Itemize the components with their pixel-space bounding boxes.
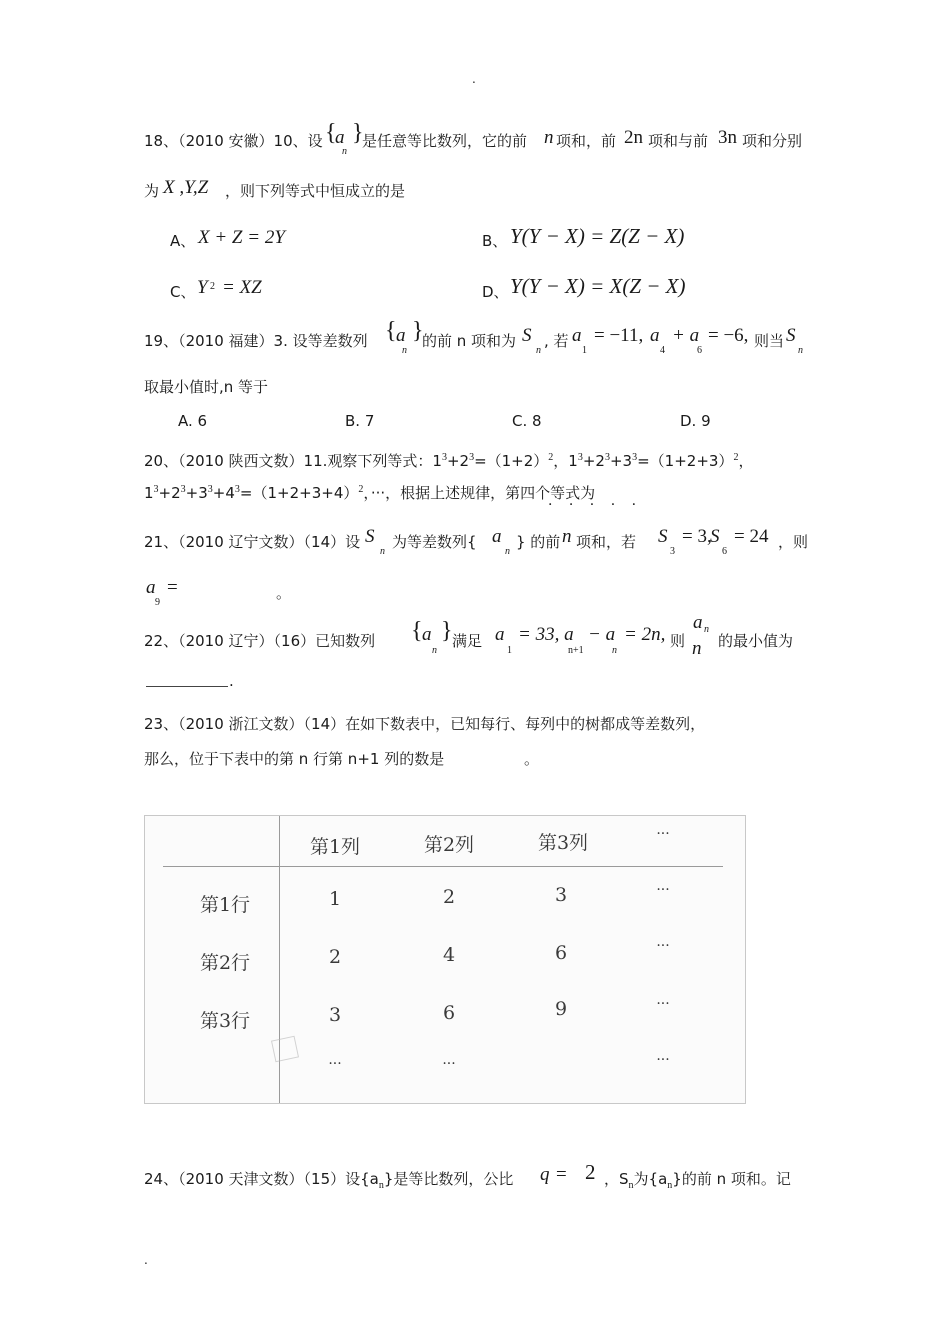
q21-prefix: 21、（2010 辽宁文数）（14）设: [144, 533, 361, 551]
q18-mid3: 项和与前: [648, 132, 709, 150]
q22-brace-close: }: [441, 618, 453, 644]
q20-l1g: =（1+2+3）: [637, 452, 734, 470]
table-cell: 2: [442, 886, 456, 908]
q22-brace-open: {: [411, 618, 423, 644]
q23-end: 。: [524, 750, 540, 768]
q19-option-b: B. 7: [345, 412, 375, 430]
q21-S6-sub: 6: [722, 546, 727, 557]
q21-end: 。: [276, 584, 292, 602]
header-dot: .: [472, 72, 476, 86]
q20-sup: 3: [469, 452, 475, 463]
q22-an-sub: n: [612, 645, 617, 656]
q19-a4-sub: 4: [660, 345, 665, 356]
table-cell: 2: [328, 946, 342, 968]
q24-mid3: 为{a: [633, 1170, 668, 1188]
q19-plus-a6: + a: [672, 325, 700, 346]
q24-mid2: ，S: [604, 1170, 629, 1188]
q21-tail: ，则: [778, 533, 809, 551]
q20-sup: 3: [632, 452, 638, 463]
q19-mid3: 则当: [754, 332, 785, 350]
col-header-ellipsis: ···: [656, 826, 670, 842]
col-header-2: 第2列: [423, 834, 475, 856]
q18-option-c-label: C、: [170, 283, 196, 301]
q20-l1d: ，1: [553, 452, 578, 470]
q21-mid3: 项和，若: [576, 533, 637, 551]
table-header-rule: [163, 866, 723, 867]
q19-line2: 取最小值时,n 等于: [144, 378, 269, 396]
q18-2n: 2n: [624, 127, 643, 148]
q20-sup: 3: [153, 484, 159, 495]
q18-option-b: Y(Y − X) = Z(Z − X): [510, 224, 685, 248]
q21-n: n: [562, 526, 572, 547]
q22-frac-num-sub: n: [704, 624, 709, 635]
q20-l2b: +2: [158, 484, 181, 502]
q22-a: a: [422, 624, 432, 645]
q20-l1c: =（1+2）: [474, 452, 549, 470]
row-label-2: 第2行: [199, 952, 251, 974]
table-cell: ···: [656, 996, 670, 1012]
q18-n: n: [544, 127, 554, 148]
q24-tail: }的前 n 项和。记: [672, 1170, 791, 1188]
q19-a1: a: [572, 325, 582, 346]
q18-3n: 3n: [718, 127, 737, 148]
table-cell: ···: [656, 938, 670, 954]
q24-sub: n: [628, 1180, 634, 1191]
q19-mid2: , 若: [544, 332, 569, 350]
q18-line2-pre: 为: [144, 182, 160, 200]
q19-S2-sub: n: [798, 345, 803, 356]
table-cell: ···: [328, 1056, 342, 1072]
q20-sup: 3: [180, 484, 186, 495]
q18-mid2: 项和，前: [556, 132, 617, 150]
q24-q: q: [540, 1164, 550, 1185]
q23-line2: 那么，位于下表中的第 n 行第 n+1 列的数是: [144, 750, 445, 768]
q19-a6-sub: 6: [697, 345, 702, 356]
table-cell: ···: [656, 1052, 670, 1068]
q22-tail: 的最小值为: [718, 632, 794, 650]
q19-eq2: = −6,: [708, 325, 749, 346]
q20-line1: [144, 450, 753, 471]
q18-option-d-label: D、: [482, 283, 509, 301]
q20-l2d: +4: [212, 484, 235, 502]
q19-S: S: [522, 325, 532, 346]
q21-S: S: [365, 526, 375, 547]
q22-an1-sub: n+1: [568, 645, 584, 656]
q22-a1: a: [495, 624, 505, 645]
q20-l2a: 1: [144, 484, 154, 502]
col-header-3: 第3列: [537, 832, 589, 854]
q19-a4: a: [650, 325, 660, 346]
q20-sup: 2: [358, 484, 364, 495]
q20-sup: 3: [604, 452, 610, 463]
q20-l2c: +3: [185, 484, 208, 502]
q20-l1e: +2: [582, 452, 605, 470]
q24-sub: n: [667, 1180, 673, 1191]
q18-option-a: X + Z = 2Y: [198, 227, 285, 248]
q24-val: 2: [585, 1160, 596, 1184]
q19-option-a: A. 6: [178, 412, 208, 430]
q20-l1f: +3: [609, 452, 633, 470]
table-cell: 6: [442, 1002, 456, 1024]
q22-a1-sub: 1: [507, 645, 512, 656]
q18-mid1: 是任意等比数列，它的前: [362, 132, 528, 150]
q22-end: .: [229, 672, 234, 690]
q22-eq1: = 33, a: [518, 624, 574, 645]
q20-l1a: 20、（2010 陕西文数）11.观察下列等式：1: [144, 452, 442, 470]
q21-a9-sub: 9: [155, 597, 160, 608]
q21-S-sub: n: [380, 546, 385, 557]
q22-frac-num: a: [693, 612, 703, 633]
q24-line: [144, 1168, 513, 1191]
q18-brace-open: {: [325, 120, 337, 146]
q20-line2: [144, 482, 595, 503]
q18-brace-close: }: [352, 120, 364, 146]
footer-dot: .: [144, 1253, 148, 1267]
q20-sup: 3: [234, 484, 240, 495]
q24-sub: n: [378, 1180, 384, 1191]
q21-eq3: =: [167, 577, 178, 598]
number-table: [144, 815, 746, 1104]
q20-sup: 2: [733, 452, 739, 463]
q18-option-c-rest: = XZ: [222, 277, 262, 298]
q18-mid4: 项和分别: [742, 132, 803, 150]
table-cell: 3: [554, 884, 568, 906]
q18-prefix: 18、（2010 安徽）10、设: [144, 132, 323, 150]
q20-sup: 3: [207, 484, 213, 495]
q19-a1-sub: 1: [582, 345, 587, 356]
q24-mid1: }是等比数列，公比: [383, 1170, 514, 1188]
q21-eq2: = 24: [734, 526, 769, 547]
q20-sup: 3: [577, 452, 583, 463]
q24-prefix: 24、（2010 天津文数）（15）设{a: [144, 1170, 379, 1188]
q19-S-sub: n: [536, 345, 541, 356]
q19-eq1: = −11,: [594, 325, 644, 346]
q19-option-c: C. 8: [512, 412, 542, 430]
q22-answer-blank: [146, 670, 228, 687]
table-cell: 3: [328, 1004, 342, 1026]
q24-rest: [604, 1168, 791, 1191]
q19-mid1: 的前 n 项和为: [422, 332, 517, 350]
q21-S6: S: [710, 526, 720, 547]
table-cell: ···: [442, 1056, 456, 1072]
q21-S3-sub: 3: [670, 546, 675, 557]
q20-l2f: ，···，根据上述规律，第四个等式为: [363, 484, 596, 502]
q20-l1b: +2: [446, 452, 470, 470]
q22-prefix: 22、（2010 辽宁）（16）已知数列: [144, 632, 376, 650]
table-cell: ···: [656, 882, 670, 898]
q20-sup: 3: [441, 452, 447, 463]
q18-option-c-y: Y: [197, 277, 208, 298]
q21-S3: S: [658, 526, 668, 547]
q21-eq1: = 3,: [682, 526, 712, 547]
q22-minus: − a: [588, 624, 616, 645]
q19-a-sub: n: [402, 345, 407, 356]
table-cell: 6: [554, 942, 568, 964]
q22-a-sub: n: [432, 645, 437, 656]
table-cell: 9: [554, 998, 568, 1020]
q19-a: a: [396, 325, 406, 346]
q18-line2-post: ，则下列等式中恒成立的是: [225, 182, 406, 200]
q18-option-c-exp: 2: [210, 281, 215, 292]
q18-line1: [144, 130, 323, 151]
row-label-3: 第3行: [199, 1010, 251, 1032]
q18-xyz: X ,Y,Z: [163, 177, 209, 198]
q18-option-b-label: B、: [482, 232, 508, 250]
row-label-1: 第1行: [199, 894, 251, 916]
q22-mid1: 满足: [452, 632, 483, 650]
q20-l2e: =（1+2+3+4）: [239, 484, 359, 502]
q21-mid2: } 的前: [516, 533, 561, 551]
q24-eq: =: [556, 1164, 567, 1185]
q23-line1: 23、（2010 浙江文数）（14）在如下数表中，已知每行、每列中的树都成等差数列，: [144, 715, 706, 733]
q18-option-d: Y(Y − X) = X(Z − X): [510, 274, 686, 298]
q22-mid2: 则: [670, 632, 686, 650]
q18-a-sub: n: [342, 146, 347, 157]
q19-prefix: 19、（2010 福建）3. 设等差数列: [144, 332, 368, 350]
q21-mid1: 为等差数列{: [392, 533, 477, 551]
col-header-1: 第1列: [309, 836, 361, 858]
q21-a9: a: [146, 577, 156, 598]
table-cell: 4: [442, 944, 456, 966]
table-cell: 1: [328, 888, 342, 910]
q18-option-a-label: A、: [170, 232, 196, 250]
q19-brace-open: {: [385, 318, 397, 344]
q21-a: a: [492, 526, 502, 547]
q22-frac-den: n: [692, 638, 702, 659]
q20-emphasis-dots: · · · · ·: [548, 497, 643, 513]
q19-brace-close: }: [412, 318, 424, 344]
q18-a: a: [335, 127, 345, 148]
q22-eq2: = 2n,: [624, 624, 666, 645]
q21-a-sub: n: [505, 546, 510, 557]
q19-option-d: D. 9: [680, 412, 711, 430]
q20-l1h: ，: [738, 452, 754, 470]
q19-S2: S: [786, 325, 796, 346]
q20-sup: 2: [548, 452, 554, 463]
